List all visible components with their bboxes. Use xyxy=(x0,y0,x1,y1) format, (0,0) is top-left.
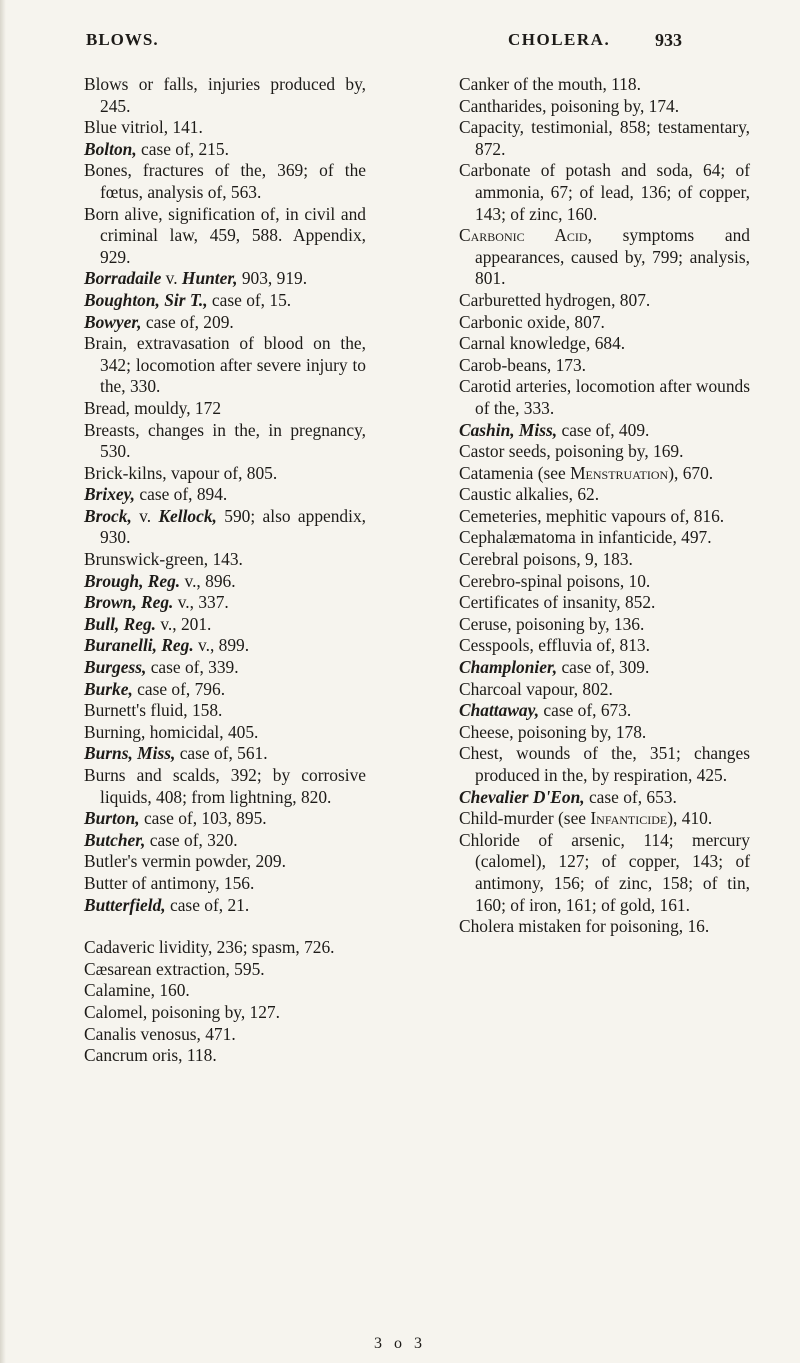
entry-text: Cadaveric lividity, 236; spasm, 726. xyxy=(84,937,335,958)
entry-text: Cholera mistaken for poisoning, 16. xyxy=(459,916,710,937)
running-head-right: CHOLERA. xyxy=(508,30,611,49)
index-entry xyxy=(84,895,366,917)
entry-text: Bread, mouldy, 172 xyxy=(84,397,222,418)
index-entry xyxy=(84,743,366,765)
entry-text: v., 899. xyxy=(193,635,250,656)
index-entry xyxy=(84,592,366,614)
index-entry xyxy=(459,743,750,786)
entry-text: Carnal knowledge, 684. xyxy=(459,333,626,354)
entry-text: Canker of the mouth, 118. xyxy=(459,74,641,94)
index-entry xyxy=(459,571,750,593)
entry-text: Born alive, signification of, in civil and criminal law, 459, 588. Appendix, 929. xyxy=(84,203,366,267)
entry-text: case of, 15. xyxy=(207,289,292,310)
index-entry xyxy=(84,290,366,312)
entry-name-italic: Burns, Miss, xyxy=(84,743,176,764)
entry-name-italic: Bull, Reg. xyxy=(84,613,156,634)
entry-text: 903, 919. xyxy=(237,268,308,289)
index-entry xyxy=(459,657,750,679)
entry-text: Carotid arteries, locomotion after wounds of the, 333. xyxy=(459,376,750,418)
entry-text: case of, 653. xyxy=(584,786,677,807)
entry-text: Charcoal vapour, 802. xyxy=(459,678,613,699)
entry-text: Certificates of insanity, 852. xyxy=(459,592,656,613)
entry-name-italic: Brixey, xyxy=(84,484,136,505)
index-entry xyxy=(84,1024,366,1046)
entry-text: Carbonate of potash and soda, 64; of ammonia, 67; of lead, 136; of copper, 143; of zinc, 160. xyxy=(459,160,750,224)
index-entry xyxy=(84,1002,366,1024)
index-entry xyxy=(459,916,750,938)
entry-name-italic: Burton, xyxy=(84,808,140,829)
entry-text: Carburetted hydrogen, 807. xyxy=(459,289,651,310)
index-entry xyxy=(84,959,366,981)
entry-text: Caustic alkalies, 62. xyxy=(459,484,600,505)
index-entry xyxy=(459,160,750,225)
index-entry xyxy=(84,463,366,485)
index-entry xyxy=(459,225,750,290)
index-entry xyxy=(84,808,366,830)
entry-text: 590; also appendix, 930. xyxy=(100,505,366,548)
index-entry xyxy=(459,722,750,744)
entry-name-italic: Bowyer, xyxy=(84,311,142,332)
index-entry xyxy=(459,700,750,722)
page-number: 933 xyxy=(655,30,682,50)
index-entry xyxy=(84,635,366,657)
entry-name-italic: Boughton, Sir T., xyxy=(84,289,208,310)
entry-text: v., 896. xyxy=(180,570,236,591)
entry-text: Cemeteries, mephitic vapours of, 816. xyxy=(459,505,725,526)
entry-text: v. xyxy=(131,505,159,526)
entry-text: case of, 209. xyxy=(141,311,234,332)
index-entry xyxy=(84,722,366,744)
entry-smallcaps: Carbonic Acid, xyxy=(459,225,592,246)
entry-text: case of, 339. xyxy=(146,657,239,678)
entry-text: case of, 673. xyxy=(539,700,632,721)
entry-text: Ceruse, poisoning by, 136. xyxy=(459,613,645,634)
index-entry xyxy=(84,74,366,117)
entry-text: Capacity, testimonial, 858; testamentary, 872. xyxy=(459,117,750,159)
entry-text: Child-murder (see xyxy=(459,808,591,829)
entry-text: ), 670. xyxy=(668,462,714,483)
entry-text: Breasts, changes in the, in pregnancy, 530. xyxy=(84,419,366,462)
index-entry xyxy=(84,873,366,895)
index-entry xyxy=(459,463,750,485)
entry-name-italic: Bolton, xyxy=(84,138,137,159)
index-entry xyxy=(84,571,366,593)
entry-text: Calomel, poisoning by, 127. xyxy=(84,1001,280,1022)
entry-text: Cephalæmatoma in infanticide, 497. xyxy=(459,527,712,548)
index-entry xyxy=(84,937,366,959)
entry-smallcaps: Menstruation xyxy=(570,462,669,483)
index-entry xyxy=(459,635,750,657)
index-entry xyxy=(459,549,750,571)
entry-text: Brick-kilns, vapour of, 805. xyxy=(84,462,278,483)
entry-name-italic: Chevalier D'Eon, xyxy=(459,786,585,807)
index-entry xyxy=(459,787,750,809)
index-entry xyxy=(84,1045,366,1067)
index-entry xyxy=(84,117,366,139)
index-entry xyxy=(459,74,750,96)
index-entry xyxy=(459,96,750,118)
page-edge xyxy=(0,0,6,1363)
entry-name-italic: Burgess, xyxy=(84,657,147,678)
entry-text: ), 410. xyxy=(667,808,713,829)
entry-text: Cantharides, poisoning by, 174. xyxy=(459,95,680,116)
entry-name-italic: Hunter, xyxy=(181,268,238,289)
entry-text: symptoms and appearances, caused by, 799; analysis, 801. xyxy=(475,225,750,289)
index-entry xyxy=(459,830,750,916)
entry-text: Blows or falls, injuries produced by, 245. xyxy=(84,74,366,116)
index-entry xyxy=(84,139,366,161)
index-entry xyxy=(459,312,750,334)
index-entry xyxy=(84,160,366,203)
entry-text: Chloride of arsenic, 114; mercury (calomel), 127; of copper, 143; of antimony, 156; of zinc, 158; of tin, 160; of iron, 161; of gold, 161. xyxy=(459,829,750,915)
entry-text: case of, 796. xyxy=(132,678,226,699)
entry-name-italic: Brown, Reg. xyxy=(84,592,174,613)
entry-text: case of, 215. xyxy=(136,138,229,159)
entry-name-italic: Kellock, xyxy=(158,505,217,526)
index-entry xyxy=(459,527,750,549)
index-entry xyxy=(84,398,366,420)
entry-text: case of, 409. xyxy=(557,419,650,440)
entry-text: Canalis venosus, 471. xyxy=(84,1023,236,1044)
entry-text: Carbonic oxide, 807. xyxy=(459,311,605,332)
entry-text: Cerebro-spinal poisons, 10. xyxy=(459,570,651,591)
index-entry xyxy=(459,614,750,636)
index-entry xyxy=(84,312,366,334)
entry-name-italic: Cashin, Miss, xyxy=(459,419,558,440)
index-entry xyxy=(84,679,366,701)
entry-text: Butler's vermin powder, 209. xyxy=(84,851,286,872)
entry-name-italic: Burke, xyxy=(84,678,133,699)
entry-name-italic: Brough, Reg. xyxy=(84,570,181,591)
entry-name-italic: Butcher, xyxy=(84,829,146,850)
index-entry xyxy=(459,420,750,442)
running-head-left: BLOWS. xyxy=(86,30,159,49)
entry-text: case of, 103, 895. xyxy=(139,808,267,829)
entry-text: Cæsarean extraction, 595. xyxy=(84,958,265,979)
entry-text: Butter of antimony, 156. xyxy=(84,872,255,893)
entry-name-italic: Buranelli, Reg. xyxy=(84,635,194,656)
index-entry xyxy=(84,506,366,549)
index-entry xyxy=(84,204,366,269)
entry-text: Blue vitriol, 141. xyxy=(84,117,203,138)
signature-mark: 3 o 3 xyxy=(374,1335,426,1352)
entry-text: Burns and scalds, 392; by corrosive liquids, 408; from lightning, 820. xyxy=(84,765,366,807)
entry-name-italic: Brock, xyxy=(84,505,132,526)
entry-text: Calamine, 160. xyxy=(84,980,190,1001)
index-entry xyxy=(84,830,366,852)
entry-text: Carob-beans, 173. xyxy=(459,354,587,375)
index-entry xyxy=(84,980,366,1002)
index-entry xyxy=(84,851,366,873)
index-entry xyxy=(459,679,750,701)
entry-text: case of, 320. xyxy=(145,829,238,850)
entry-name-italic: Butterfield, xyxy=(84,894,166,915)
index-entry xyxy=(459,484,750,506)
entry-text: Chest, wounds of the, 351; changes produced in the, by respiration, 425. xyxy=(459,743,750,785)
index-entry xyxy=(84,765,366,808)
entry-smallcaps: Infanticide xyxy=(590,808,668,829)
entry-text: Cerebral poisons, 9, 183. xyxy=(459,549,633,570)
entry-text: Catamenia (see xyxy=(459,462,571,483)
entry-name-italic: Chattaway, xyxy=(459,700,540,721)
entry-name-italic: Champlonier, xyxy=(459,657,558,678)
index-entry xyxy=(459,355,750,377)
index-entry xyxy=(84,700,366,722)
index-entry xyxy=(459,117,750,160)
index-entry xyxy=(459,808,750,830)
entry-text: case of, 561. xyxy=(175,743,268,764)
index-entry xyxy=(459,441,750,463)
entry-name-italic: Borradaile xyxy=(84,268,162,289)
entry-text: Brain, extravasation of blood on the, 342; locomotion after severe injury to the, 330. xyxy=(84,333,366,397)
index-entry xyxy=(84,268,366,290)
entry-text: Cesspools, effluvia of, 813. xyxy=(459,635,650,656)
index-entry xyxy=(84,657,366,679)
index-entry xyxy=(84,484,366,506)
index-entry xyxy=(459,506,750,528)
entry-text: Castor seeds, poisoning by, 169. xyxy=(459,441,684,462)
index-entry xyxy=(459,592,750,614)
entry-text: Brunswick-green, 143. xyxy=(84,549,243,570)
page-header xyxy=(0,0,800,60)
entry-text: v. xyxy=(161,268,182,289)
index-entry xyxy=(459,333,750,355)
entry-text: Burning, homicidal, 405. xyxy=(84,721,259,742)
index-column-right xyxy=(459,74,750,938)
entry-text: case of, 894. xyxy=(135,484,228,505)
index-entry xyxy=(84,333,366,398)
index-entry xyxy=(459,290,750,312)
entry-text: case of, 21. xyxy=(165,894,250,915)
index-entry xyxy=(459,376,750,419)
index-column-left xyxy=(84,74,366,1067)
entry-text: case of, 309. xyxy=(557,657,650,678)
entry-text: Bones, fractures of the, 369; of the fœtus, analysis of, 563. xyxy=(84,160,366,202)
entry-text: Burnett's fluid, 158. xyxy=(84,700,223,721)
entry-text: Cheese, poisoning by, 178. xyxy=(459,721,647,742)
entry-text: v., 201. xyxy=(156,613,212,634)
index-entry xyxy=(84,614,366,636)
entry-text: Cancrum oris, 118. xyxy=(84,1045,217,1066)
index-entry xyxy=(84,549,366,571)
entry-text: v., 337. xyxy=(173,592,229,613)
index-entry xyxy=(84,420,366,463)
